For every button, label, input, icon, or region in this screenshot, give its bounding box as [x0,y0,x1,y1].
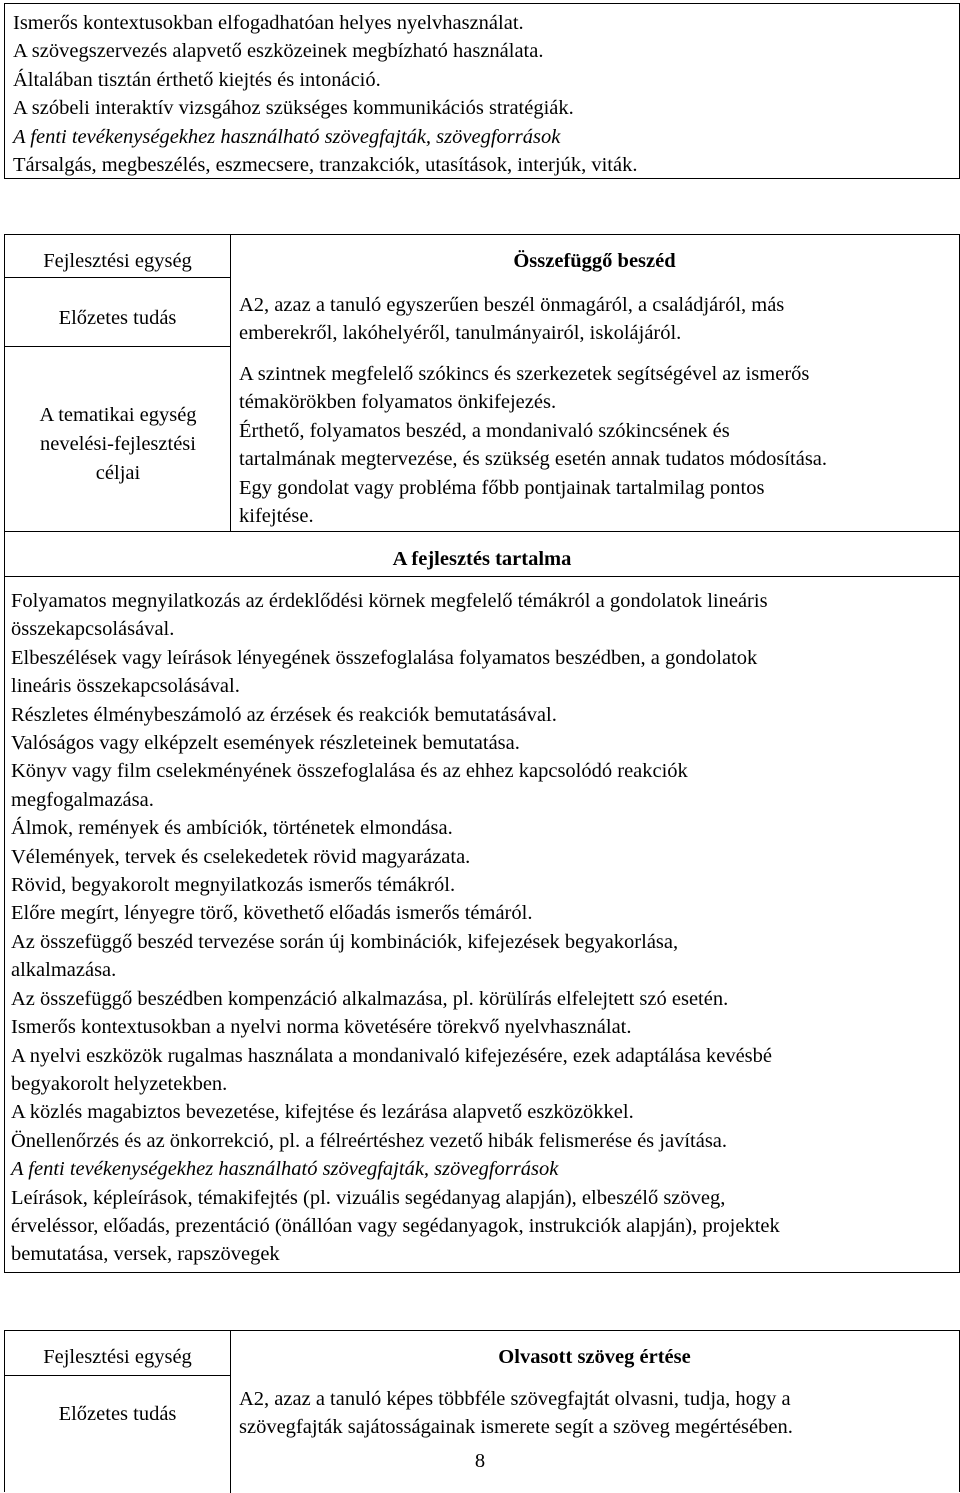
row-divider [5,1375,230,1376]
text-line: Álmok, remények és ambíciók, történetek elmondása. [11,817,453,840]
unit-title: Összefüggő beszéd [513,250,676,272]
text-line: alkalmazása. [11,959,117,982]
text-line: emberekről, lakóhelyéről, tanulmányairól, iskolájáról. [239,322,682,345]
label-prior-knowledge: Előzetes tudás [58,1403,177,1425]
text-line: Egy gondolat vagy probléma főbb pontjainak tartalmilag pontos [239,476,765,499]
text-line: lineáris összekapcsolásával. [11,675,240,698]
text-line: A nyelvi eszközök rugalmas használata a mondanivaló kifejezésére, ezek adaptálása kevésbé [11,1044,773,1067]
text-line: A szintnek megfelelő szókincs és szerkezetek segítségével az ismerős [239,363,810,385]
page-number: 8 [474,1450,486,1472]
text-line: érveléssor, előadás, prezentáció (önállóan vagy segédanyagok, instrukciók alapján), projektek [11,1214,780,1237]
row-divider [5,576,959,577]
text-line: A2, azaz a tanuló egyszerűen beszél önmagáról, a családjáról, más [239,294,785,316]
text-line: A2, azaz a tanuló képes többféle szövegfajtát olvasni, tudja, hogy a [239,1388,791,1410]
text-line: tartalmának megtervezése, és szükség esetén annak tudatos módosítása. [239,448,828,471]
prior-knowledge-text [239,1385,959,1442]
text-line: témakörökben folyamatos önkifejezés. [239,391,557,414]
prior-knowledge-text [239,291,959,348]
text-line: Általában tisztán érthető kiejtés és intonáció. [13,68,381,91]
text-line: Rövid, begyakorolt megnyilatkozás ismerős témákról. [11,874,456,897]
text-line: bemutatása, versek, rapszövegek [11,1243,280,1266]
text-line: Társalgás, megbeszélés, eszmecsere, tranzakciók, utasítások, interjúk, viták. [13,154,638,177]
text-line: Leírások, képleírások, témakifejtés (pl. vizuális segédanyag alapján), elbeszélő szöveg, [11,1186,726,1209]
text-line: Folyamatos megnyilatkozás az érdeklődési körnek megfelelő témákról a gondolatok lineáris [11,590,768,612]
text-line: Ismerős kontextusokban elfogadhatóan helyes nyelvhasználat. [13,12,524,34]
text-line: Az összefüggő beszédben kompenzáció alkalmazása, pl. körülírás elfelejtett szó esetén. [11,987,729,1010]
text-line: Érthető, folyamatos beszéd, a mondanivaló szókincsének és [239,419,730,442]
label-goals: A tematikai egység nevelési-fejlesztési céljai [39,404,197,484]
text-line: Ismerős kontextusokban a nyelvi norma követésére törekvő nyelvhasználat. [11,1016,632,1039]
content-heading: A fejlesztés tartalma [392,548,572,570]
goals-text [239,360,959,530]
text-line: Önellenőrzés és az önkorrekció, pl. a félreértéshez vezető hibák felismerése és javítása. [11,1129,728,1152]
label-development-unit: Fejlesztési egység [43,250,192,272]
text-line: Valóságos vagy elképzelt események részleteinek bemutatása. [11,732,520,755]
text-line: Előre megírt, lényegre törő, követhető előadás ismerős témáról. [11,902,533,925]
text-line: kifejtése. [239,505,314,528]
italic-heading: A fenti tevékenységekhez használható szövegfajták, szövegforrások [11,1158,559,1181]
italic-heading: A fenti tevékenységekhez használható szövegfajták, szövegforrások [13,125,561,148]
row-divider [5,277,230,278]
text-line: begyakorolt helyzetekben. [11,1072,228,1095]
top-text-box [4,3,960,179]
row-divider [5,531,959,532]
development-unit-table-speech [4,234,960,1273]
text-line: Az összefüggő beszéd tervezése során új kombinációk, kifejezések begyakorlása, [11,930,679,953]
text-line: összekapcsolásával. [11,618,175,641]
row-divider [5,346,230,347]
text-line: Vélemények, tervek és cselekedetek rövid magyarázata. [11,845,471,868]
text-line: A szövegszervezés alapvető eszközeinek megbízható használata. [13,40,544,63]
content-text [11,587,957,1269]
unit-title: Olvasott szöveg értése [498,1346,691,1368]
text-line: szövegfajták sajátosságainak ismerete segít a szöveg megértésében. [239,1416,793,1439]
column-divider [230,235,231,531]
text-line: A szóbeli interaktív vizsgához szükséges kommunikációs stratégiák. [13,97,574,120]
text-line: megfogalmazása. [11,788,154,811]
label-development-unit: Fejlesztési egység [43,1346,192,1368]
text-line: Könyv vagy film cselekményének összefoglalása és az ehhez kapcsolódó reakciók [11,760,688,783]
text-line: Részletes élménybeszámoló az érzések és reakciók bemutatásával. [11,703,557,726]
text-line: Elbeszélések vagy leírások lényegének összefoglalása folyamatos beszédben, a gondolatok [11,646,758,669]
label-prior-knowledge: Előzetes tudás [58,307,177,329]
text-line: A közlés magabiztos bevezetése, kifejtése és lezárása alapvető eszközökkel. [11,1101,634,1124]
